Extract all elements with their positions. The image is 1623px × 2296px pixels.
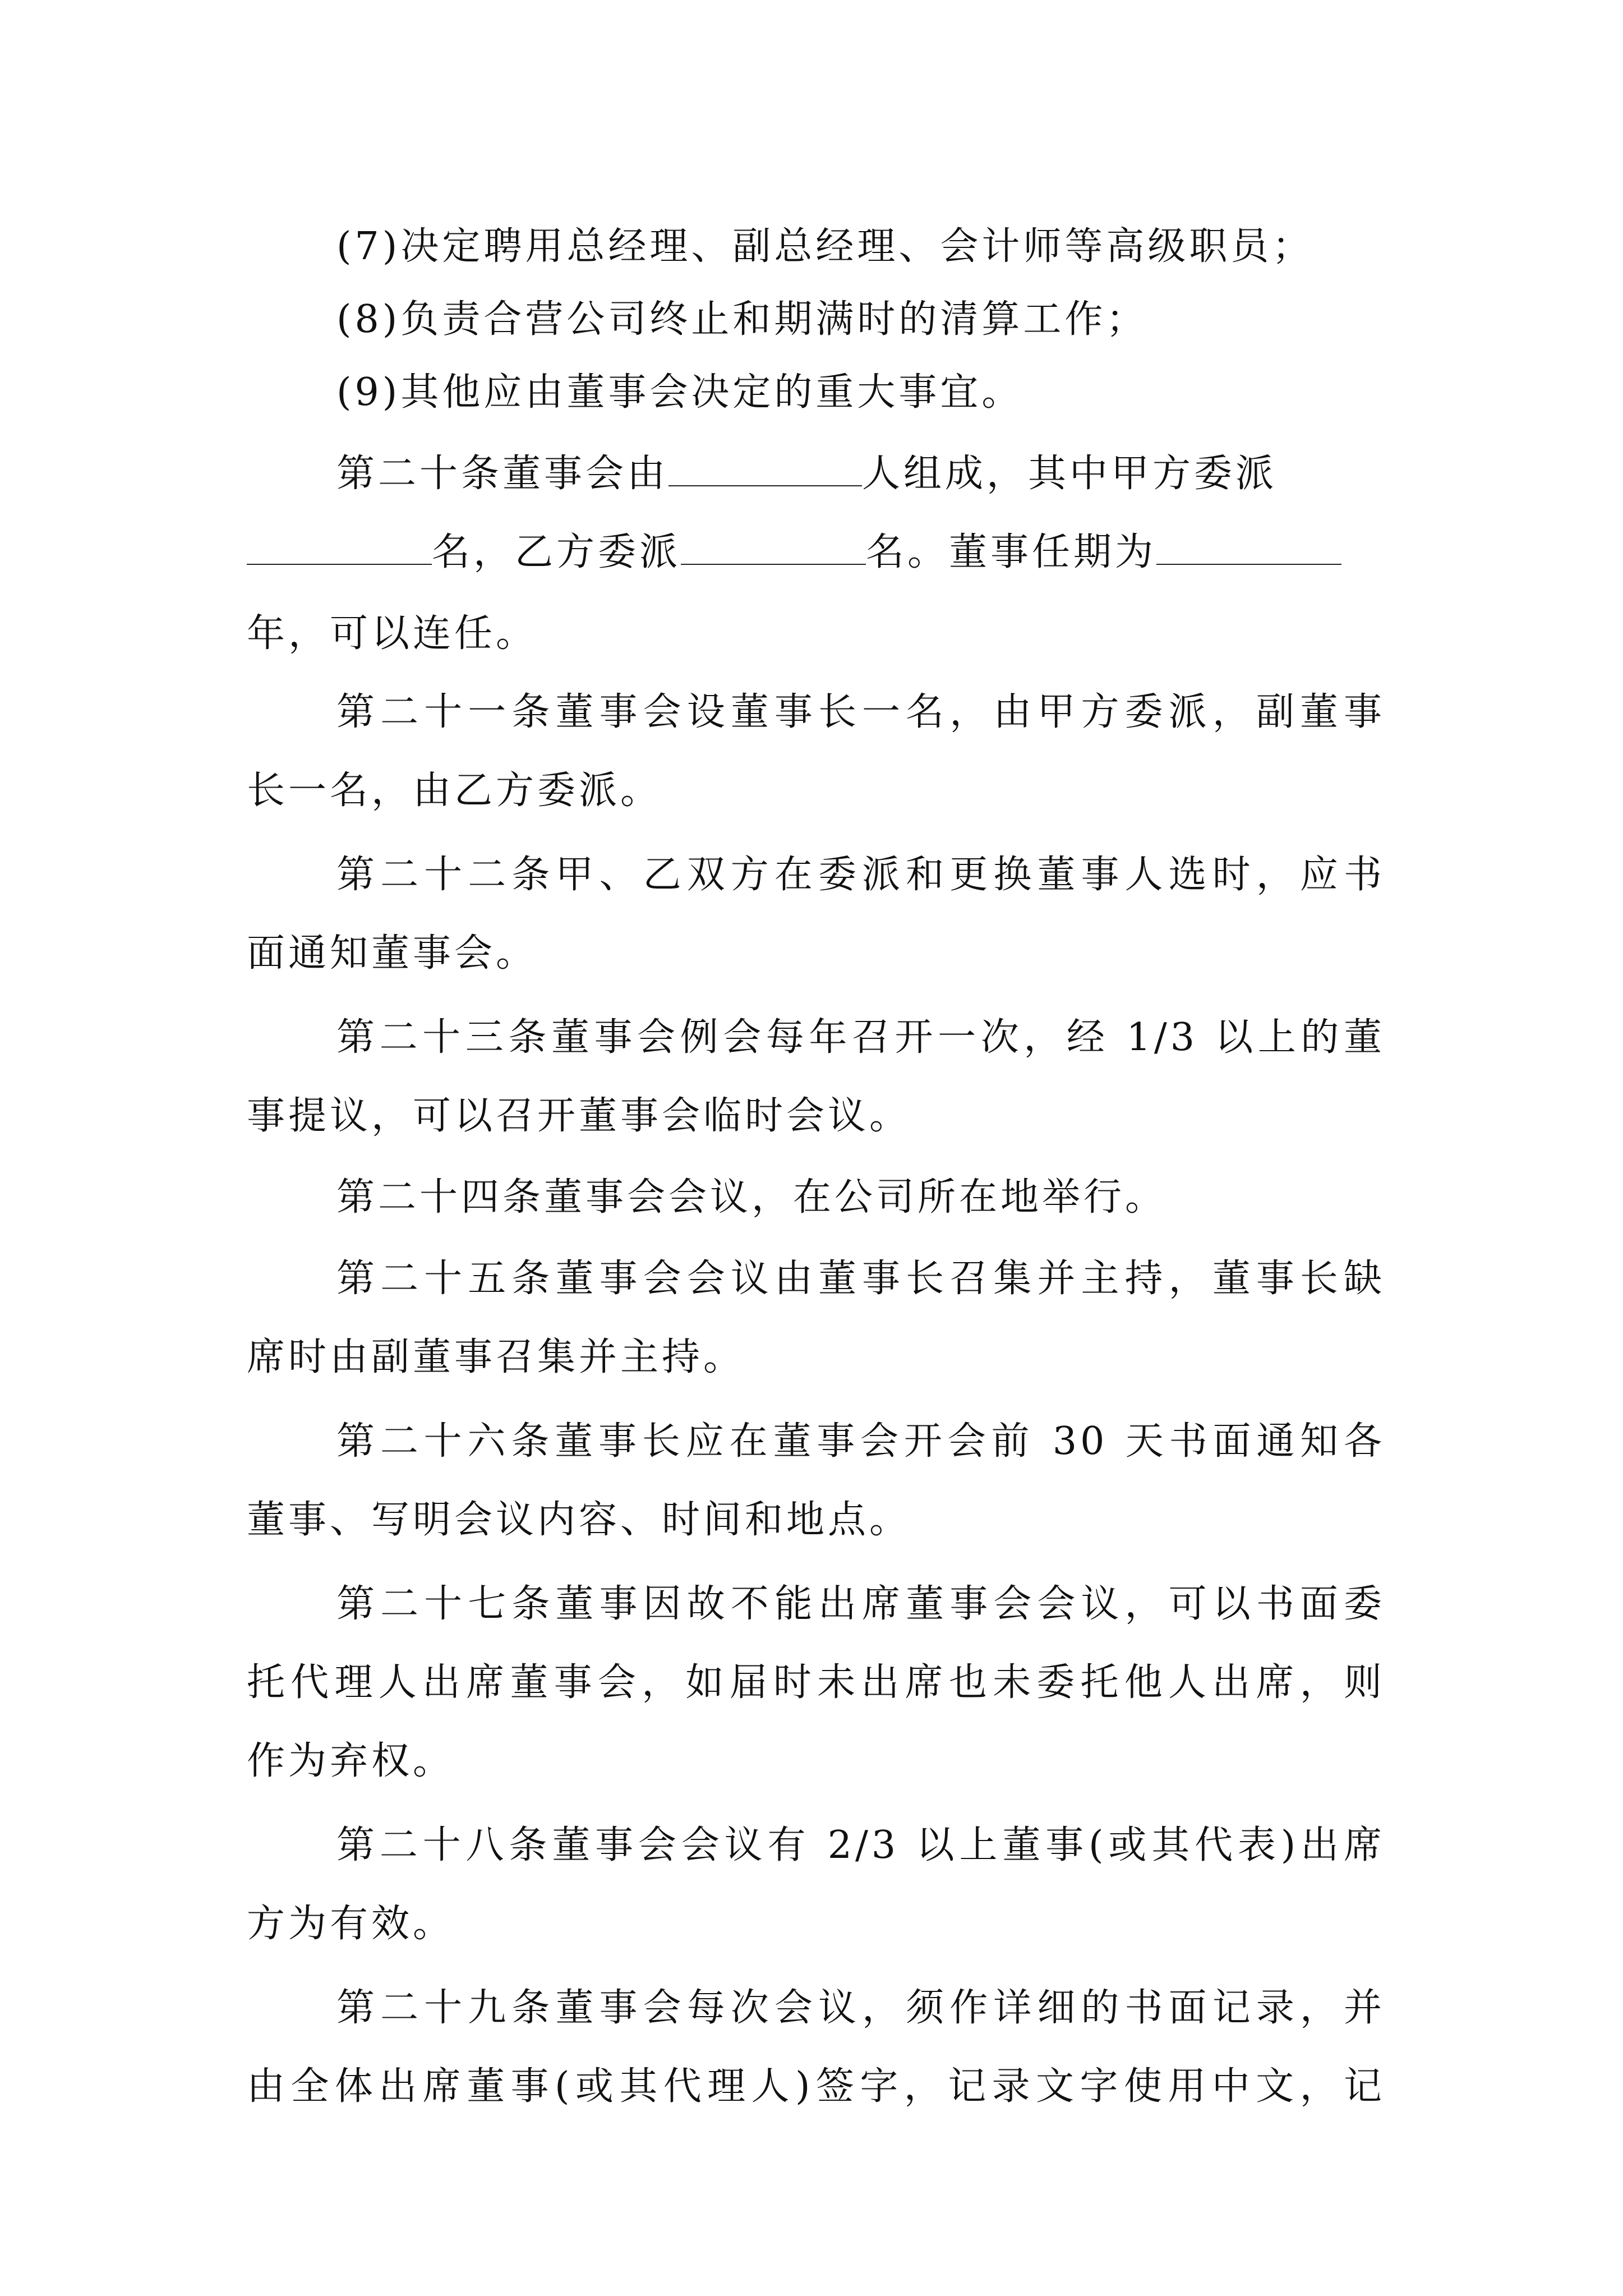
fill-blank-party-a-directors[interactable]: [247, 530, 432, 565]
article-27-line-2: 托代理人出席董事会，如届时未出席也未委托他人出席，则: [247, 1660, 1385, 1705]
article-20-text-a: 第二十条董事会由: [336, 452, 669, 496]
article-25-line-2: 席时由副董事召集并主持。: [247, 1335, 745, 1379]
article-24-line-1: 第二十四条董事会会议，在公司所在地举行。: [336, 1175, 1167, 1220]
article-20-line-1: [336, 443, 1385, 505]
article-20-text-b: 人组成，其中甲方委派: [862, 452, 1278, 496]
article-27-line-1: 第二十七条董事因故不能出席董事会会议，可以书面委: [336, 1582, 1385, 1626]
article-20-text-c: 名，乙方委派: [432, 530, 681, 574]
article-20-line-2: [247, 522, 1385, 583]
fill-blank-term-years[interactable]: [1156, 530, 1341, 565]
fill-blank-party-b-directors[interactable]: [681, 530, 866, 565]
article-23-line-1: 第二十三条董事会例会每年召开一次，经 1/3 以上的董: [336, 1015, 1385, 1060]
article-25-line-1: 第二十五条董事会会议由董事长召集并主持，董事长缺: [336, 1257, 1385, 1301]
clause-item-7: (7)决定聘用总经理、副总经理、会计师等高级职员；: [336, 224, 1314, 269]
article-20-line-3: 年，可以连任。: [247, 611, 538, 656]
article-22-line-2: 面通知董事会。: [247, 931, 538, 976]
clause-item-9: (9)其他应由董事会决定的重大事宜。: [336, 370, 1023, 415]
article-21-line-1: 第二十一条董事会设董事长一名，由甲方委派，副董事: [336, 690, 1385, 734]
article-21-line-2: 长一名，由乙方委派。: [247, 769, 662, 813]
article-29-line-1: 第二十九条董事会每次会议，须作详细的书面记录，并: [336, 1986, 1385, 2030]
article-26-line-1: 第二十六条董事长应在董事会开会前 30 天书面通知各: [336, 1419, 1385, 1464]
article-20-text-d: 名。董事任期为: [866, 530, 1157, 574]
article-28-line-2: 方为有效。: [247, 1902, 455, 1946]
clause-item-8: (8)负责合营公司终止和期满时的清算工作；: [336, 297, 1148, 342]
fill-blank-total-directors[interactable]: [668, 452, 862, 486]
article-28-line-1: 第二十八条董事会会议有 2/3 以上董事(或其代表)出席: [336, 1823, 1385, 1867]
article-27-line-3: 作为弃权。: [247, 1739, 455, 1783]
article-29-line-2: 由全体出席董事(或其代理人)签字，记录文字使用中文，记: [247, 2064, 1385, 2109]
article-22-line-1: 第二十二条甲、乙双方在委派和更换董事人选时，应书: [336, 853, 1385, 897]
article-23-line-2: 事提议，可以召开董事会临时会议。: [247, 1094, 911, 1138]
article-26-line-2: 董事、写明会议内容、时间和地点。: [247, 1498, 911, 1542]
